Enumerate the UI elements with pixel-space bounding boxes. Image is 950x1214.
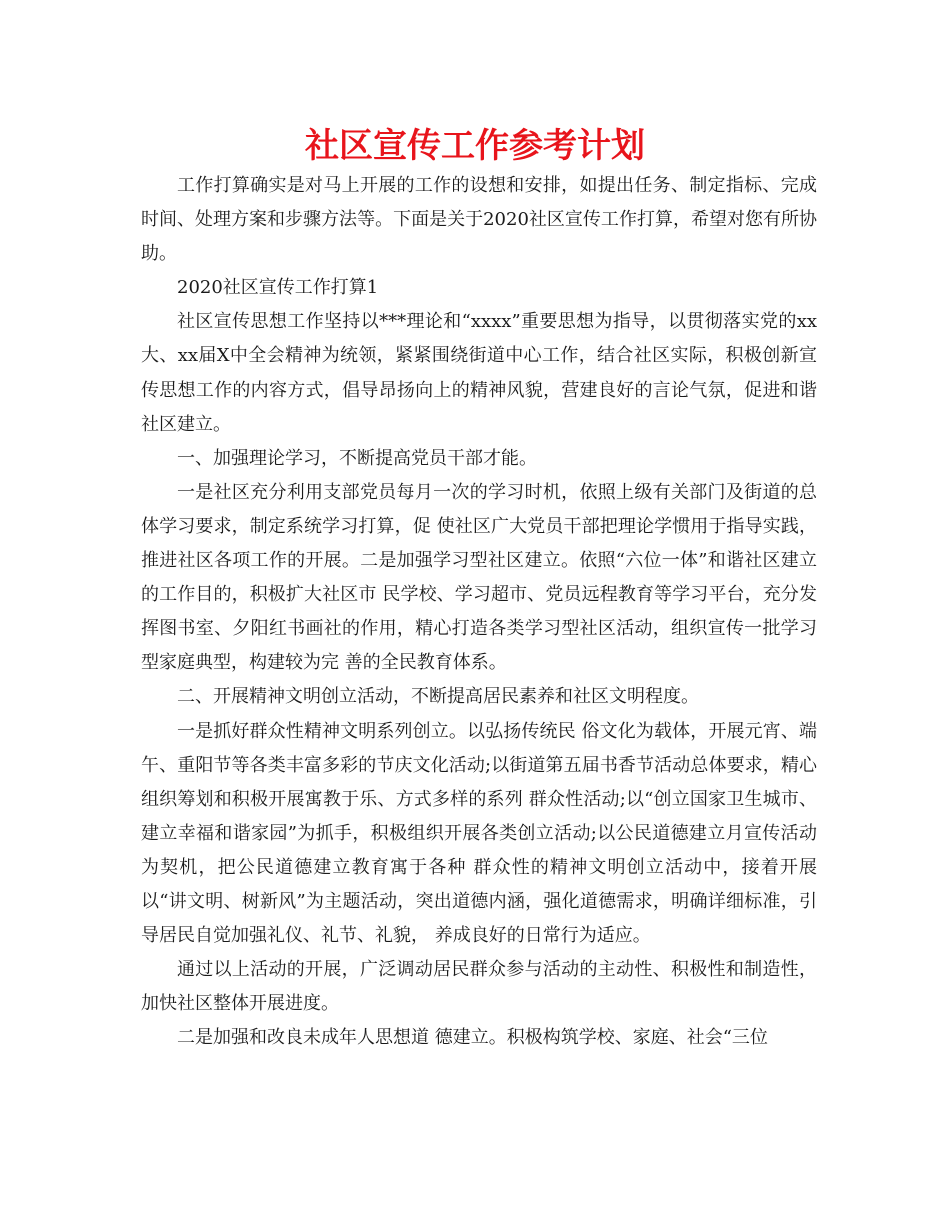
paragraph-activities-summary: 通过以上活动的开展，广泛调动居民群众参与活动的主动性、积极性和制造性，加快社区整体开展进度。 (141, 959, 817, 1015)
paragraph-heading-theory-study: 一、加强理论学习，不断提高党员干部才能。 (177, 447, 537, 469)
paragraph-intro: 工作打算确实是对马上开展的工作的设想和安排，如提出任务、制定指标、完成时间、处理方案和步骤方法等。下面是关于2020社区宣传工作打算，希望对您有所协助。 (141, 175, 817, 265)
paragraph-section-heading: 2020社区宣传工作打算1 (177, 277, 379, 299)
document-title: 社区宣传工作参考计划 (305, 126, 645, 166)
document-body (141, 169, 817, 1055)
paragraph-guiding-principle: 社区宣传思想工作坚持以***理论和“xxxx”重要思想为指导，以贯彻落实党的xx大、xx届X中全会精神为统领，紧紧围绕街道中心工作，结合社区实际，积极创新宣传思想工作的内容方式，倡导昂扬向上的精神风貌，营建良好的言论气氛，促进和谐社区建立。 (141, 311, 817, 435)
paragraph-theory-study-detail: 一是社区充分利用支部党员每月一次的学习时机，依照上级有关部门及街道的总体学习要求，制定系统学习打算，促 使社区广大党员干部把理论学惯用于指导实践，推进社区各项工作的开展。二是加强学习型社区建立。依照“六位一体”和谐社区建立的工作目的，积极扩大社区市 民学校、学习超市、党员远程教育等学习平台，充分发挥图书室、夕阳红书画社的作用，精心打造各类学习型社区活动，组织宣传一批学习型家庭典型，构建较为完 善的全民教育体系。 (141, 481, 817, 674)
paragraph-heading-civilization: 二、开展精神文明创立活动，不断提高居民素养和社区文明程度。 (177, 686, 699, 708)
paragraph-youth-morality: 二是加强和改良未成年人思想道 德建立。积极构筑学校、家庭、社会“三位 (177, 1027, 768, 1049)
paragraph-civilization-detail: 一是抓好群众性精神文明系列创立。以弘扬传统民 俗文化为载体，开展元宵、端午、重阳节等各类丰富多彩的节庆文化活动;以街道第五届书香节活动总体要求，精心组织筹划和积极开展寓教于乐、方式多样的系列 群众性活动;以“创立国家卫生城市、建立幸福和谐家园”为抓手，积极组织开展各类创立活动;以公民道德建立月宣传活动为契机，把公民道德建立教育寓于各种 群众性的精神文明创立活动中，接着开展以“讲文明、树新风”为主题活动，突出道德内涵，强化道德需求，明确详细标准，引导居民自觉加强礼仪、礼节、礼貌， 养成良好的日常行为适应。 (141, 720, 818, 947)
